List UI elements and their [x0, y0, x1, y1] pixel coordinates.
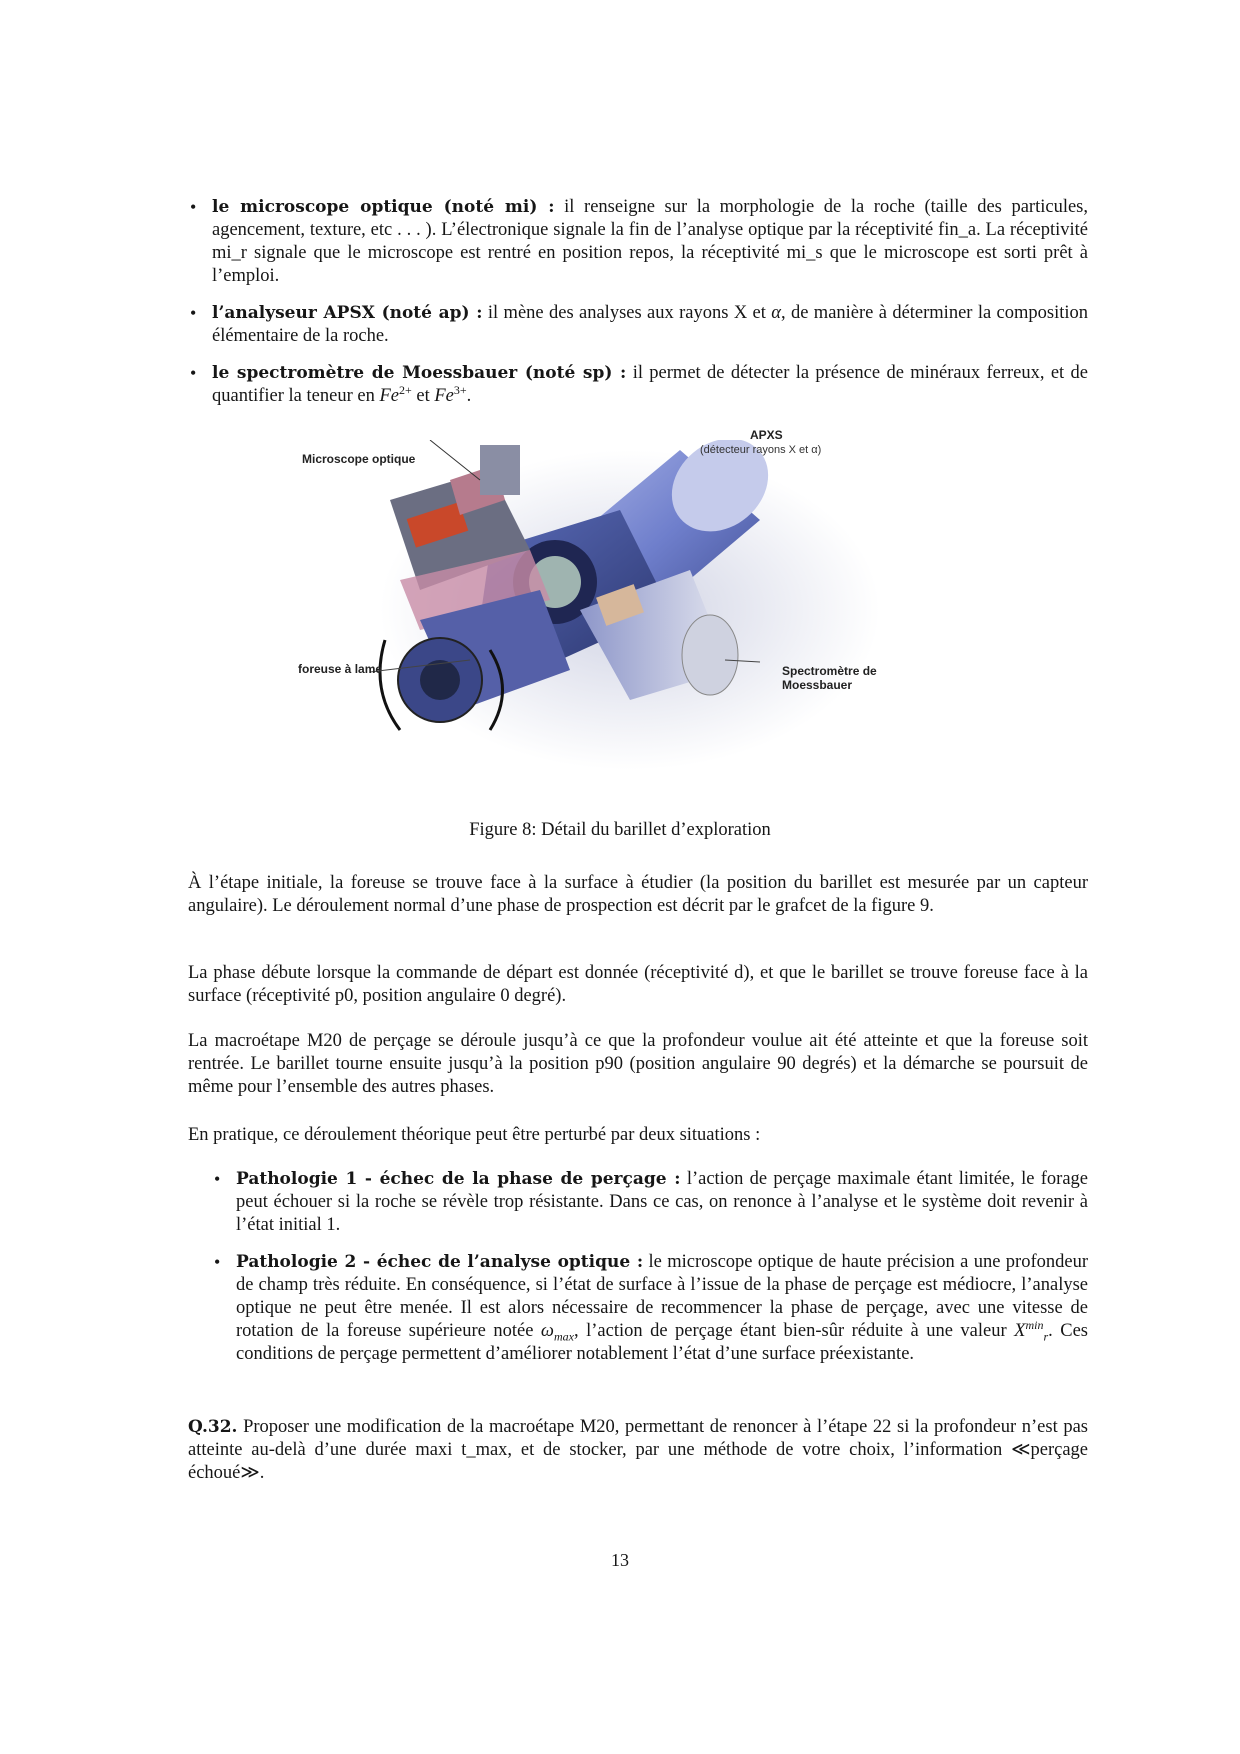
label-apxs: APXS — [750, 428, 783, 442]
x-sup: min — [1025, 1317, 1044, 1332]
fe3-sup: 3+ — [453, 382, 467, 397]
paragraph-2: La phase débute lorsque la commande de départ est donnée (réceptivité d), et que le barillet se trouve foreuse face à la surface (réceptivité p0, position angulaire 0 degré). — [188, 963, 1088, 1006]
paragraph-1: À l’étape initiale, la foreuse se trouve face à la surface à étudier (la position du barillet est mesurée par un capteur angulaire). Le déroulement normal d’une phase de prospection est décrit par le grafcet de la figure 9. — [188, 873, 1088, 916]
omega-symbol: ω — [540, 1321, 554, 1341]
instrument-list — [212, 196, 1088, 422]
label-apxs-sub: (détecteur rayons X et α) — [700, 444, 822, 456]
omega-sub: max — [553, 1329, 574, 1344]
text-pathologie-1: l’action de perçage maximale étant limitée, le forage peut échouer si la roche se révèle trop résistante. Dans ce cas, on renonce à l’analyse et le système doit revenir à l’état initial 1. — [236, 1169, 1089, 1235]
text-pathologie-2c: . Ces conditions de perçage permettent d’améliorer notablement l’état d’une surface préexistante. — [236, 1321, 1088, 1364]
list-item-pathologie-1 — [236, 1168, 1088, 1237]
text-apsx-1: il mène des analyses aux rayons X et — [487, 303, 772, 323]
fe-symbol-2: Fe — [434, 386, 454, 406]
x-symbol: X — [1014, 1321, 1026, 1341]
label-microscope: Microscope optique — [302, 452, 416, 466]
figure-caption: Figure 8: Détail du barillet d’exploration — [469, 820, 771, 840]
text-et: et — [411, 386, 435, 406]
label-spectro: Spectromètre de Moessbauer — [782, 664, 877, 692]
text-pathologie-2b: , l’action de perçage étant bien-sûr réduite à une valeur — [573, 1321, 1015, 1341]
list-item-apsx — [212, 302, 1088, 348]
paragraph-4: En pratique, ce déroulement théorique peut être perturbé par deux situations : — [188, 1125, 761, 1145]
text-spectrometre: il permet de détecter la présence de minéraux ferreux, et de quantifier la teneur en — [212, 363, 1088, 406]
text-apsx-2: , de manière à déterminer la composition élémentaire de la roche. — [212, 303, 1089, 346]
term-pathologie-2: Pathologie 2 - échec de l’analyse optique : — [236, 1252, 644, 1272]
paragraph-3: La macroétape M20 de perçage se déroule jusqu’à ce que la profondeur voulue ait été atteinte et que la foreuse soit rentrée. Le barillet tourne ensuite jusqu’à la position p90 (position angulaire 90 degrés) et la démarche se poursuit de même pour l’ensemble des autres phases. — [188, 1031, 1088, 1097]
label-foreuse: foreuse à lame — [298, 662, 383, 676]
list-item-spectrometre — [212, 362, 1088, 408]
page-number: 13 — [611, 1550, 629, 1570]
x-sub: r — [1043, 1329, 1049, 1344]
pathology-list — [236, 1168, 1088, 1380]
text-microscope: il renseigne sur la morphologie de la roche (taille des particules, agencement, texture, etc . . . ). L’électronique signale la fin de l’analyse optique par la réceptivité fin_a. La réceptivité mi_r signale que le microscope est rentré en position repos, la réceptivité mi_s que le microscope est sorti prêt à l’emploi. — [212, 197, 1089, 286]
figure-barillet — [298, 428, 950, 780]
list-item-microscope — [212, 196, 1088, 288]
question-label: Q.32. — [188, 1417, 238, 1437]
barillet-illustration — [330, 440, 950, 780]
text-end: . — [466, 386, 472, 406]
list-item-pathologie-2 — [236, 1251, 1088, 1366]
question-text: Proposer une modification de la macroétape M20, permettant de renoncer à l’étape 22 si la profondeur n’est pas atteinte au-delà d’une durée maxi t_max, et de stocker, par une méthode de votre choix, l’information ≪perçage échoué≫. — [188, 1417, 1088, 1483]
text-pathologie-2a: le microscope optique de haute précision a une profondeur de champ très réduite. En conséquence, si l’état de surface à l’issue de la phase de perçage est médiocre, l’analyse optique ne peut être menée. Il est alors nécessaire de recommencer la phase de perçage, avec une vitesse de rotation de la foreuse supérieure notée — [236, 1252, 1088, 1341]
alpha-symbol: α — [771, 303, 781, 323]
term-spectrometre: le spectromètre de Moessbauer (noté sp) : — [212, 363, 627, 383]
term-pathologie-1: Pathologie 1 - échec de la phase de perçage : — [236, 1169, 681, 1189]
fe-symbol-1: Fe — [379, 386, 399, 406]
term-microscope: le microscope optique (noté mi) : — [212, 197, 555, 217]
term-apsx: l’analyseur APSX (noté ap) : — [212, 303, 483, 323]
fe2-sup: 2+ — [398, 382, 412, 397]
question-32 — [188, 1416, 1088, 1485]
